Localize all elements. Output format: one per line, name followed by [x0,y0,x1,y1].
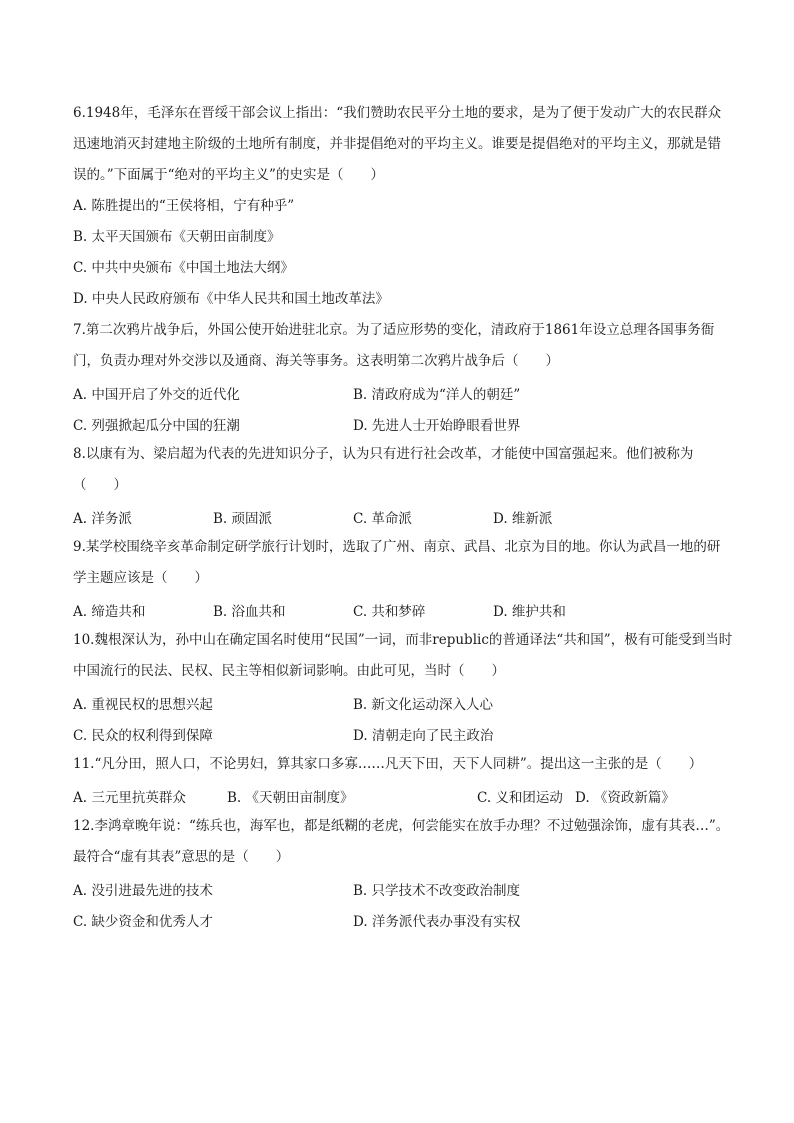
options-row [73,377,733,408]
option-d: D. 清朝走向了民主政治 [353,727,494,744]
option-a: A. 洋务派 [73,510,132,527]
option-c: C. 义和团运动 [477,789,563,806]
option-d: D. 维护共和 [493,603,566,620]
option-a: A. 三元里抗英群众 [73,789,186,806]
question-stem: 8.以康有为、梁启超为代表的先进知识分子，认为只有进行社会改革，才能使中国富强起来。他们被称为（ ） [73,446,694,493]
option-b: B. 浴血共和 [213,603,286,620]
question-stem: 11.“凡分田，照人口，不论男妇，算其家口多寡……凡天下田，天下人同耕”。提出这一主张的是（ ） [73,756,703,772]
option-c: C. 中共中央颁布《中国土地法大纲》 [73,260,294,276]
options-row [73,718,733,749]
question-7 [73,315,733,439]
question-stem: 12.李鸿章晚年说：“练兵也，海军也，都是纸糊的老虎，何尝能实在放手办理？不过勉强涂饰，虚有其表…”。最符合“虚有其表”意思的是（ ） [73,818,730,865]
option-c: C. 民众的权利得到保障 [73,727,213,744]
question-12 [73,811,733,935]
question-9 [73,532,733,625]
question-10 [73,625,733,749]
option-b: B. 新文化运动深入人心 [353,696,494,713]
option-a: A. 中国开启了外交的近代化 [73,386,240,403]
question-stem: 9.某学校围绕辛亥革命制定研学旅行计划时，选取了广州、南京、武昌、北京为目的地。你认为武昌一地的研学主题应该是（ ） [73,539,721,586]
options-row [73,687,733,718]
question-stem: 10.魏根深认为，孙中山在确定国名时使用“民国”一词，而非republic的普通译法“共和国”，极有可能受到当时中国流行的民法、民权、民主等相似新词影响。由此可见，当时（ ） [73,632,733,679]
options-row [73,904,733,935]
option-c: C. 缺少资金和优秀人才 [73,913,213,930]
question-stem: 7.第二次鸦片战争后，外国公使开始进驻北京。为了适应形势的变化，清政府于1861年设立总理各国事务衙门，负责办理对外交涉以及通商、海关等事务。这表明第二次鸦片战争后（ ） [73,322,715,369]
option-b: B. 太平天国颁布《天朝田亩制度》 [73,229,281,245]
option-b: B. 顽固派 [213,510,273,527]
question-stem: 6.1948年，毛泽东在晋绥干部会议上指出：“我们赞助农民平分土地的要求，是为了便于发动广大的农民群众迅速地消灭封建地主阶级的土地所有制度，并非提倡绝对的平均主义。谁要是提倡绝对的平均主义，那就是错误的。”下面属于“绝对的平均主义”的史实是（ ） [73,105,722,183]
option-d: D. 中央人民政府颁布《中华人民共和国土地改革法》 [73,291,389,307]
option-a: A. 缔造共和 [73,603,146,620]
options-row [73,594,733,625]
question-list [73,98,733,935]
option-c: C. 列强掀起瓜分中国的狂潮 [73,417,240,434]
question-6 [73,98,733,315]
option-d: D. 先进人士开始睁眼看世界 [353,417,521,434]
option-d: D. 维新派 [493,510,553,527]
question-11 [73,749,733,811]
option-a: A. 重视民权的思想兴起 [73,696,213,713]
option-c: C. 共和梦碎 [353,603,426,620]
options-row [73,408,733,439]
option-d: D. 《资政新篇》 [575,789,675,806]
question-8 [73,439,733,532]
option-c: C. 革命派 [353,510,412,527]
option-b: B. 《天朝田亩制度》 [227,789,354,806]
option-a: A. 没引进最先进的技术 [73,882,213,899]
options-row [73,873,733,904]
option-b: B. 清政府成为“洋人的朝廷” [353,386,521,403]
option-a: A. 陈胜提出的“王侯将相，宁有种乎” [73,198,295,214]
options-row [73,501,733,532]
option-d: D. 洋务派代表办事没有实权 [353,913,521,930]
options-row [73,780,733,811]
option-b: B. 只学技术不改变政治制度 [353,882,521,899]
